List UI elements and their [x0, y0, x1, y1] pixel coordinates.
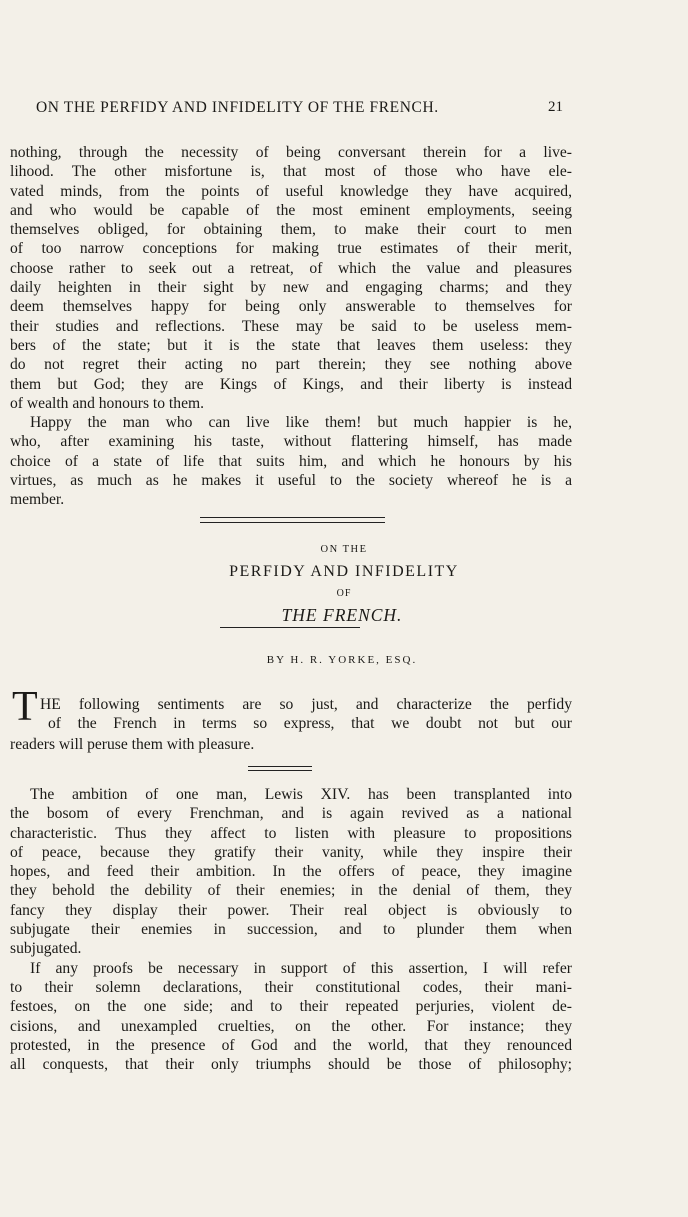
text-line: virtues, as much as he makes it useful to the society whereof he is a	[10, 472, 572, 490]
text-line: subjugated.	[10, 940, 82, 958]
text-line: the bosom of every Frenchman, and is again revived as a national	[10, 805, 572, 823]
section-divider	[200, 517, 385, 523]
text-line: of wealth and honours to them.	[10, 394, 205, 412]
text-line: Happy the man who can live like them! but much happier is he,	[30, 414, 572, 432]
text-line: protested, in the presence of God and the world, that they renounced	[10, 1036, 572, 1054]
text-line: their studies and reflections. These may be said to be useless mem-	[10, 317, 572, 335]
text-line: do not regret their acting no part therein; they see nothing above	[10, 356, 572, 374]
text-line: The ambition of one man, Lewis XIV. has been transplanted into	[30, 786, 572, 803]
text-line: HE following sentiments are so just, and characterize the perfidy	[40, 696, 572, 713]
text-line: who, after examining his taste, without flattering himself, has made	[10, 433, 572, 451]
text-line: festoes, on the one side; and to their repeated perjuries, violent de-	[10, 998, 572, 1016]
text-line: subjugate their enemies in succession, and to plunder them when	[10, 921, 572, 939]
text-line: cisions, and unexampled cruelties, on the other. For instance; they	[10, 1017, 572, 1035]
text-line: of too narrow conceptions for making true estimates of their merit,	[10, 240, 572, 258]
body-text	[10, 785, 572, 1074]
intro-first-line-block	[40, 695, 572, 714]
text-line: bers of the state; but it is the state that leaves them useless: they	[10, 336, 572, 354]
text-line: vated minds, from the points of useful knowledge they have acquired,	[10, 182, 572, 200]
title-underline	[220, 627, 360, 628]
title-of: OF	[336, 588, 352, 599]
text-line: to their solemn declarations, their constitutional codes, their mani-	[10, 978, 572, 996]
text-line: readers will peruse them with pleasure.	[10, 736, 255, 753]
text-line: and who would be capable of the most eminent employments, seeing	[10, 201, 572, 219]
text-line: If any proofs be necessary in support of this assertion, I will refer	[30, 959, 572, 977]
text-line: characteristic. Thus they affect to listen with pleasure to propositions	[10, 824, 572, 842]
text-line: hopes, and feed their ambition. In the offers of peace, they imagine	[10, 863, 572, 881]
running-head: ON THE PERFIDY AND INFIDELITY OF THE FRENCH.	[36, 99, 439, 116]
text-line: themselves obliged, for obtaining them, to make their court to men	[10, 221, 572, 239]
text-line: choice of a state of life that suits him, and which he honours by his	[10, 452, 572, 470]
text-line: deem themselves happy for being only answerable to themselves for	[10, 298, 572, 316]
previous-article-text	[10, 143, 572, 510]
text-line: choose rather to seek out a retreat, of which the value and pleasures	[10, 259, 572, 277]
text-line: they behold the debility of their enemies; in the denial of them, they	[10, 882, 572, 900]
article-title: PERFIDY AND INFIDELITY	[229, 563, 459, 580]
intro-second-line-block	[48, 714, 572, 733]
text-line: of the French in terms so express, that we doubt not but our	[48, 715, 572, 732]
page-number: 21	[548, 99, 563, 115]
intro-third-line-block	[10, 735, 572, 754]
byline: BY H. R. YORKE, ESQ.	[266, 654, 418, 666]
text-line: lihood. The other misfortune is, that most of those who have ele-	[10, 163, 572, 181]
text-line: daily heighten in their sight by new and engaging charms; and they	[10, 279, 572, 297]
text-line: nothing, through the necessity of being conversant therein for a live-	[10, 144, 572, 161]
text-line: of peace, because they gratify their vanity, while they inspire their	[10, 843, 572, 861]
title-on-the: ON THE	[320, 544, 368, 555]
text-line: fancy they display their power. Their real object is obviously to	[10, 901, 572, 919]
text-line: member.	[10, 491, 65, 509]
title-the-french: THE FRENCH.	[281, 605, 403, 625]
short-divider	[248, 766, 312, 771]
text-line: them but God; they are Kings of Kings, and their liberty is instead	[10, 375, 572, 393]
text-line: all conquests, that their only triumphs should be those of philosophy;	[10, 1056, 572, 1074]
drop-cap: T	[12, 684, 38, 730]
